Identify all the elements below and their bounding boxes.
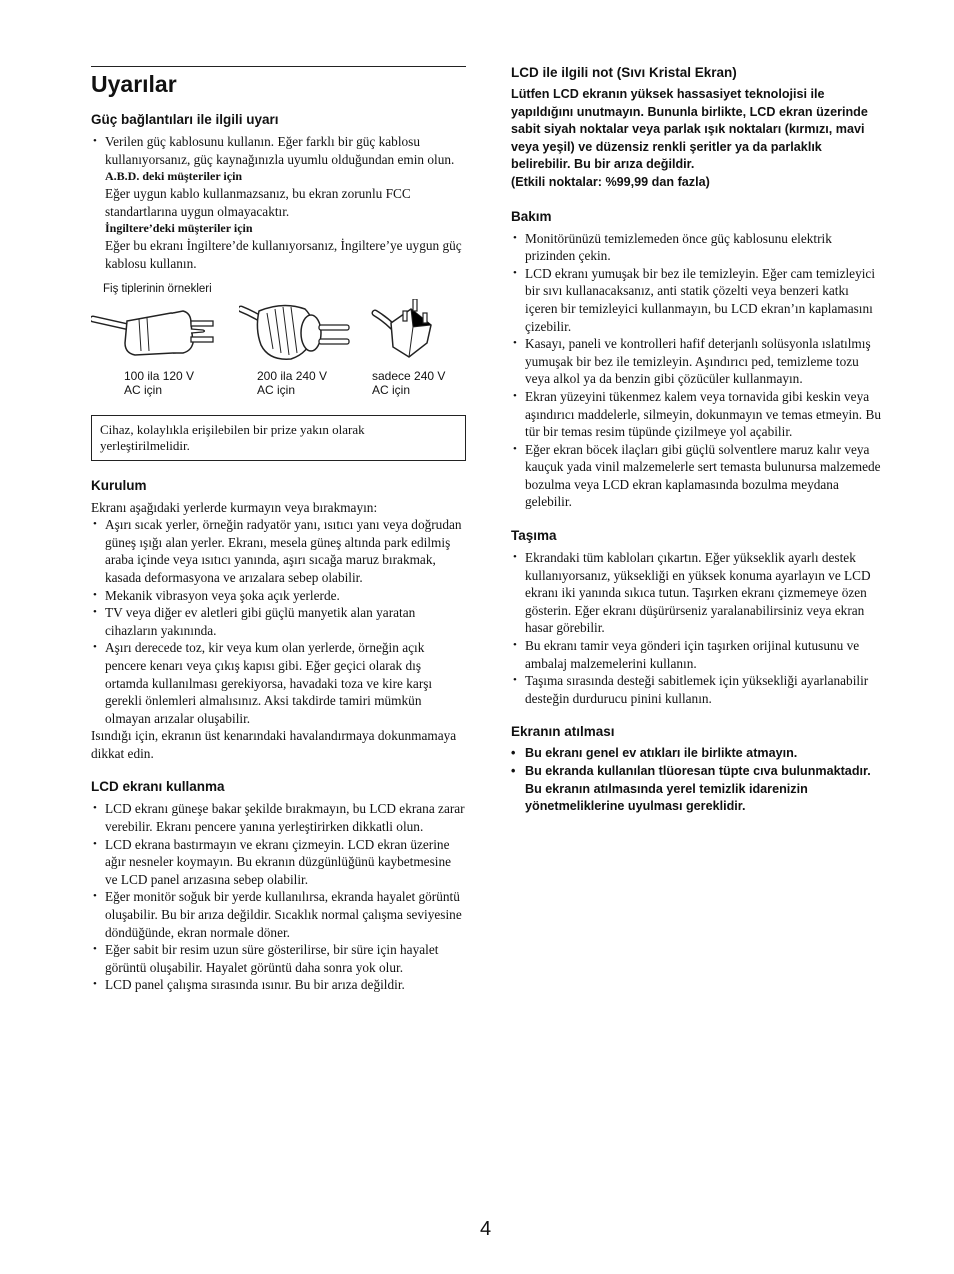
list-item: • Eğer ekran böcek ilaçları gibi güçlü solventlere maruz kalır veya kauçuk yada vinil malzemelerle sert temasta bulunursa malzemede bozulma veya LCD ekran kaplamasında bozulma meydana gelebilir. (511, 441, 883, 511)
power-heading: Güç bağlantıları ile ilgili uyarı (91, 112, 279, 127)
kurulum-list (91, 516, 466, 727)
uk-plug-icon (371, 299, 441, 368)
lcd-note-text: Lütfen LCD ekranın yüksek hassasiyet teknolojisi ile yapıldığını unutmayın. Bununla birlikte, LCD ekran üzerinde sabit siyah noktalar veya parlak ışık noktaları (kırmızı, mavi veya yeşil) ve düzensiz renkli şeritler ya da parlaklık belirebilir. Bu bir arıza değildir. (511, 87, 868, 172)
usa-text: Eğer uygun kablo kullanmazsanız, bu ekran zorunlu FCC standartlarına uygun olmayacaktır. (105, 186, 411, 219)
right-column (511, 64, 883, 832)
lcd-use-heading: LCD ekranı kullanma (91, 779, 225, 795)
list-item: • Monitörünüzü temizlemeden önce güç kablosunu elektrik prizinden çekin. (511, 230, 883, 265)
power-bullet: • Verilen güç kablosunu kullanın. Eğer farklı bir güç kablosu kullanıyorsanız, güç kaynağınızla uyumlu olduğundan emin olun. (91, 133, 466, 168)
list-item: • LCD panel çalışma sırasında ısınır. Bu bir arıza değildir. (91, 976, 466, 994)
list-item: • Bu ekranı tamir veya gönderi için taşırken orijinal kutusunu ve ambalaj malzemelerini kullanın. (511, 637, 883, 672)
bakim-heading: Bakım (511, 208, 552, 224)
bakim-list (511, 230, 883, 512)
kurulum-heading: Kurulum (91, 477, 147, 493)
lcd-note-heading: LCD ile ilgili not (Sıvı Kristal Ekran) (511, 65, 737, 80)
list-item: • Kasayı, paneli ve kontrolleri hafif deterjanlı solüsyonla ıslatılmış yumuşak bir bez ile temizleyin. Aşındırıcı ped, temizleme tozu veya alkol ya da benzin gibi çözücüler kullanmayın. (511, 335, 883, 388)
uk-text: Eğer bu ekranı İngiltere’de kullanıyorsanız, İngiltere’ye uygun güç kablosu kullanın. (105, 238, 462, 271)
list-item: • TV veya diğer ev aletleri gibi güçlü manyetik alan yaratan cihazların yakınında. (91, 604, 466, 639)
kurulum-outro: Isındığı için, ekranın üst kenarındaki havalandırmaya dokunmamaya dikkat edin. (91, 728, 457, 761)
list-item: • Mekanik vibrasyon veya şoka açık yerlerde. (91, 587, 466, 605)
lcd-note-effective: (Etkili noktalar: %99,99 dan fazla) (511, 174, 710, 189)
list-item: • Taşıma sırasında desteği sabitlemek için yüksekliği ayarlanabilir desteğin durdurucu pinini kullanın. (511, 672, 883, 707)
lcd-note-section (511, 64, 883, 192)
list-item: • Eğer monitör soğuk bir yerde kullanılırsa, ekranda hayalet görüntü oluşabilir. Bu bir arıza değildir. Sıcaklık normal çalışma seviyesine döndüğünde, ekran normale döner. (91, 888, 466, 941)
page-number: 4 (480, 1218, 492, 1240)
eu-plug-icon (239, 299, 359, 368)
plug-types-label: Fiş tiplerinin örnekleri (103, 282, 212, 295)
usa-subheading: A.B.D. deki müşteriler için (105, 169, 243, 184)
uk-subheading: İngiltere’deki müşteriler için (105, 221, 253, 236)
tasima-section (511, 527, 883, 707)
title-rule (91, 66, 466, 67)
placement-note-box: Cihaz, kolaylıkla erişilebilen bir prize yakın olarak yerleştirilmelidir. (91, 415, 466, 461)
list-item: • Bu ekranı genel ev atıkları ile birlikte atmayın. (511, 745, 883, 763)
bakim-section (511, 208, 883, 512)
list-item: • LCD ekranı güneşe bakar şekilde bırakmayın, bu LCD ekrana zarar verebilir. Ekranı pencere yanına yerleştirirken dikkatli olun. (91, 800, 466, 835)
us-plug-icon (91, 299, 221, 368)
disposal-heading: Ekranın atılması (511, 724, 615, 740)
page-title: Uyarılar (91, 71, 177, 97)
plug-caption-1: 100 ila 120 V AC için (124, 368, 195, 397)
power-list (91, 133, 466, 168)
list-item: • LCD ekranı yumuşak bir bez ile temizleyin. Eğer cam temizleyici bir sıvı kullanacaksanız, anti statik çözelti veya benzeri katkı içeren bir temizleyici kullanmayın, bu LCD ekran’ın kaplamasını çizebilir. (511, 265, 883, 335)
disposal-section (511, 723, 883, 815)
list-item: • Ekrandaki tüm kabloları çıkartın. Eğer yükseklik ayarlı destek kullanıyorsanız, yüksekliği en yüksek konuma ayarlayın ve LCD ekranı iki yanında sıkıca tutun. Taşırken ekranı çizmemeye özen gösterin. Eğer ekranı düşürürseniz yaralanabilirsiniz veya ekran hasar görebilir. (511, 549, 883, 637)
lcd-use-list (91, 800, 466, 994)
lcd-use-section (91, 778, 466, 994)
disposal-list (511, 745, 883, 815)
list-item: • Bu ekranda kullanılan tlüoresan tüpte cıva bulunmaktadır. Bu ekranın atılmasında yerel temizlik idarenizin yönetmeliklerine uyulması gereklidir. (511, 763, 883, 816)
list-item: • Ekran yüzeyini tükenmez kalem veya tornavida gibi keskin veya aşındırıcı maddelerle, silmeyin, dokunmayın ve temas etmeyin. Bu tür bir temas resim tüpünde çizilmeye yol açabilir. (511, 388, 883, 441)
left-column (91, 66, 466, 1010)
tasima-list (511, 549, 883, 707)
plug-caption-2: 200 ila 240 V AC için (257, 368, 328, 397)
list-item: • Aşırı sıcak yerler, örneğin radyatör yanı, ısıtıcı yanı veya doğrudan güneş ışığı alan yerler. Ekranı, mesela güneş altında park edilmiş araba içinde veya ısıtıcı yanında, aşırı sıcağa maruz bırakmak, kasada deformasyona ve arızalara sebep olabilir. (91, 516, 466, 586)
plug-caption-3: sadece 240 V AC için (372, 368, 446, 397)
list-item: • Eğer sabit bir resim uzun süre gösterilirse, bir süre için hayalet görüntü oluşabilir. Hayalet görüntü daha sonra yok olur. (91, 941, 466, 976)
list-item: • LCD ekrana bastırmayın ve ekranı çizmeyin. LCD ekran üzerine ağır nesneler koymayın. Bu ekranın düzgünlüğünü kaybetmesine ve LCD panel arızasına sebep olabilir. (91, 836, 466, 889)
list-item: • Aşırı derecede toz, kir veya kum olan yerlerde, örneğin açık pencere kenarı veya çıkış kapısı gibi. Eğer geçici olarak dış ortamda kullanılması gerekiyorsa, havadaki toza ve kire karşı gerekli önlemleri almalısınız. Aksi takdirde tamiri mümkün olmayan arızalar oluşabilir. (91, 639, 466, 727)
power-section (91, 111, 466, 399)
kurulum-intro: Ekranı aşağıdaki yerlerde kurmayın veya bırakmayın: (91, 499, 378, 515)
kurulum-section (91, 477, 466, 763)
plug-illustrations (91, 299, 466, 399)
tasima-heading: Taşıma (511, 528, 557, 544)
